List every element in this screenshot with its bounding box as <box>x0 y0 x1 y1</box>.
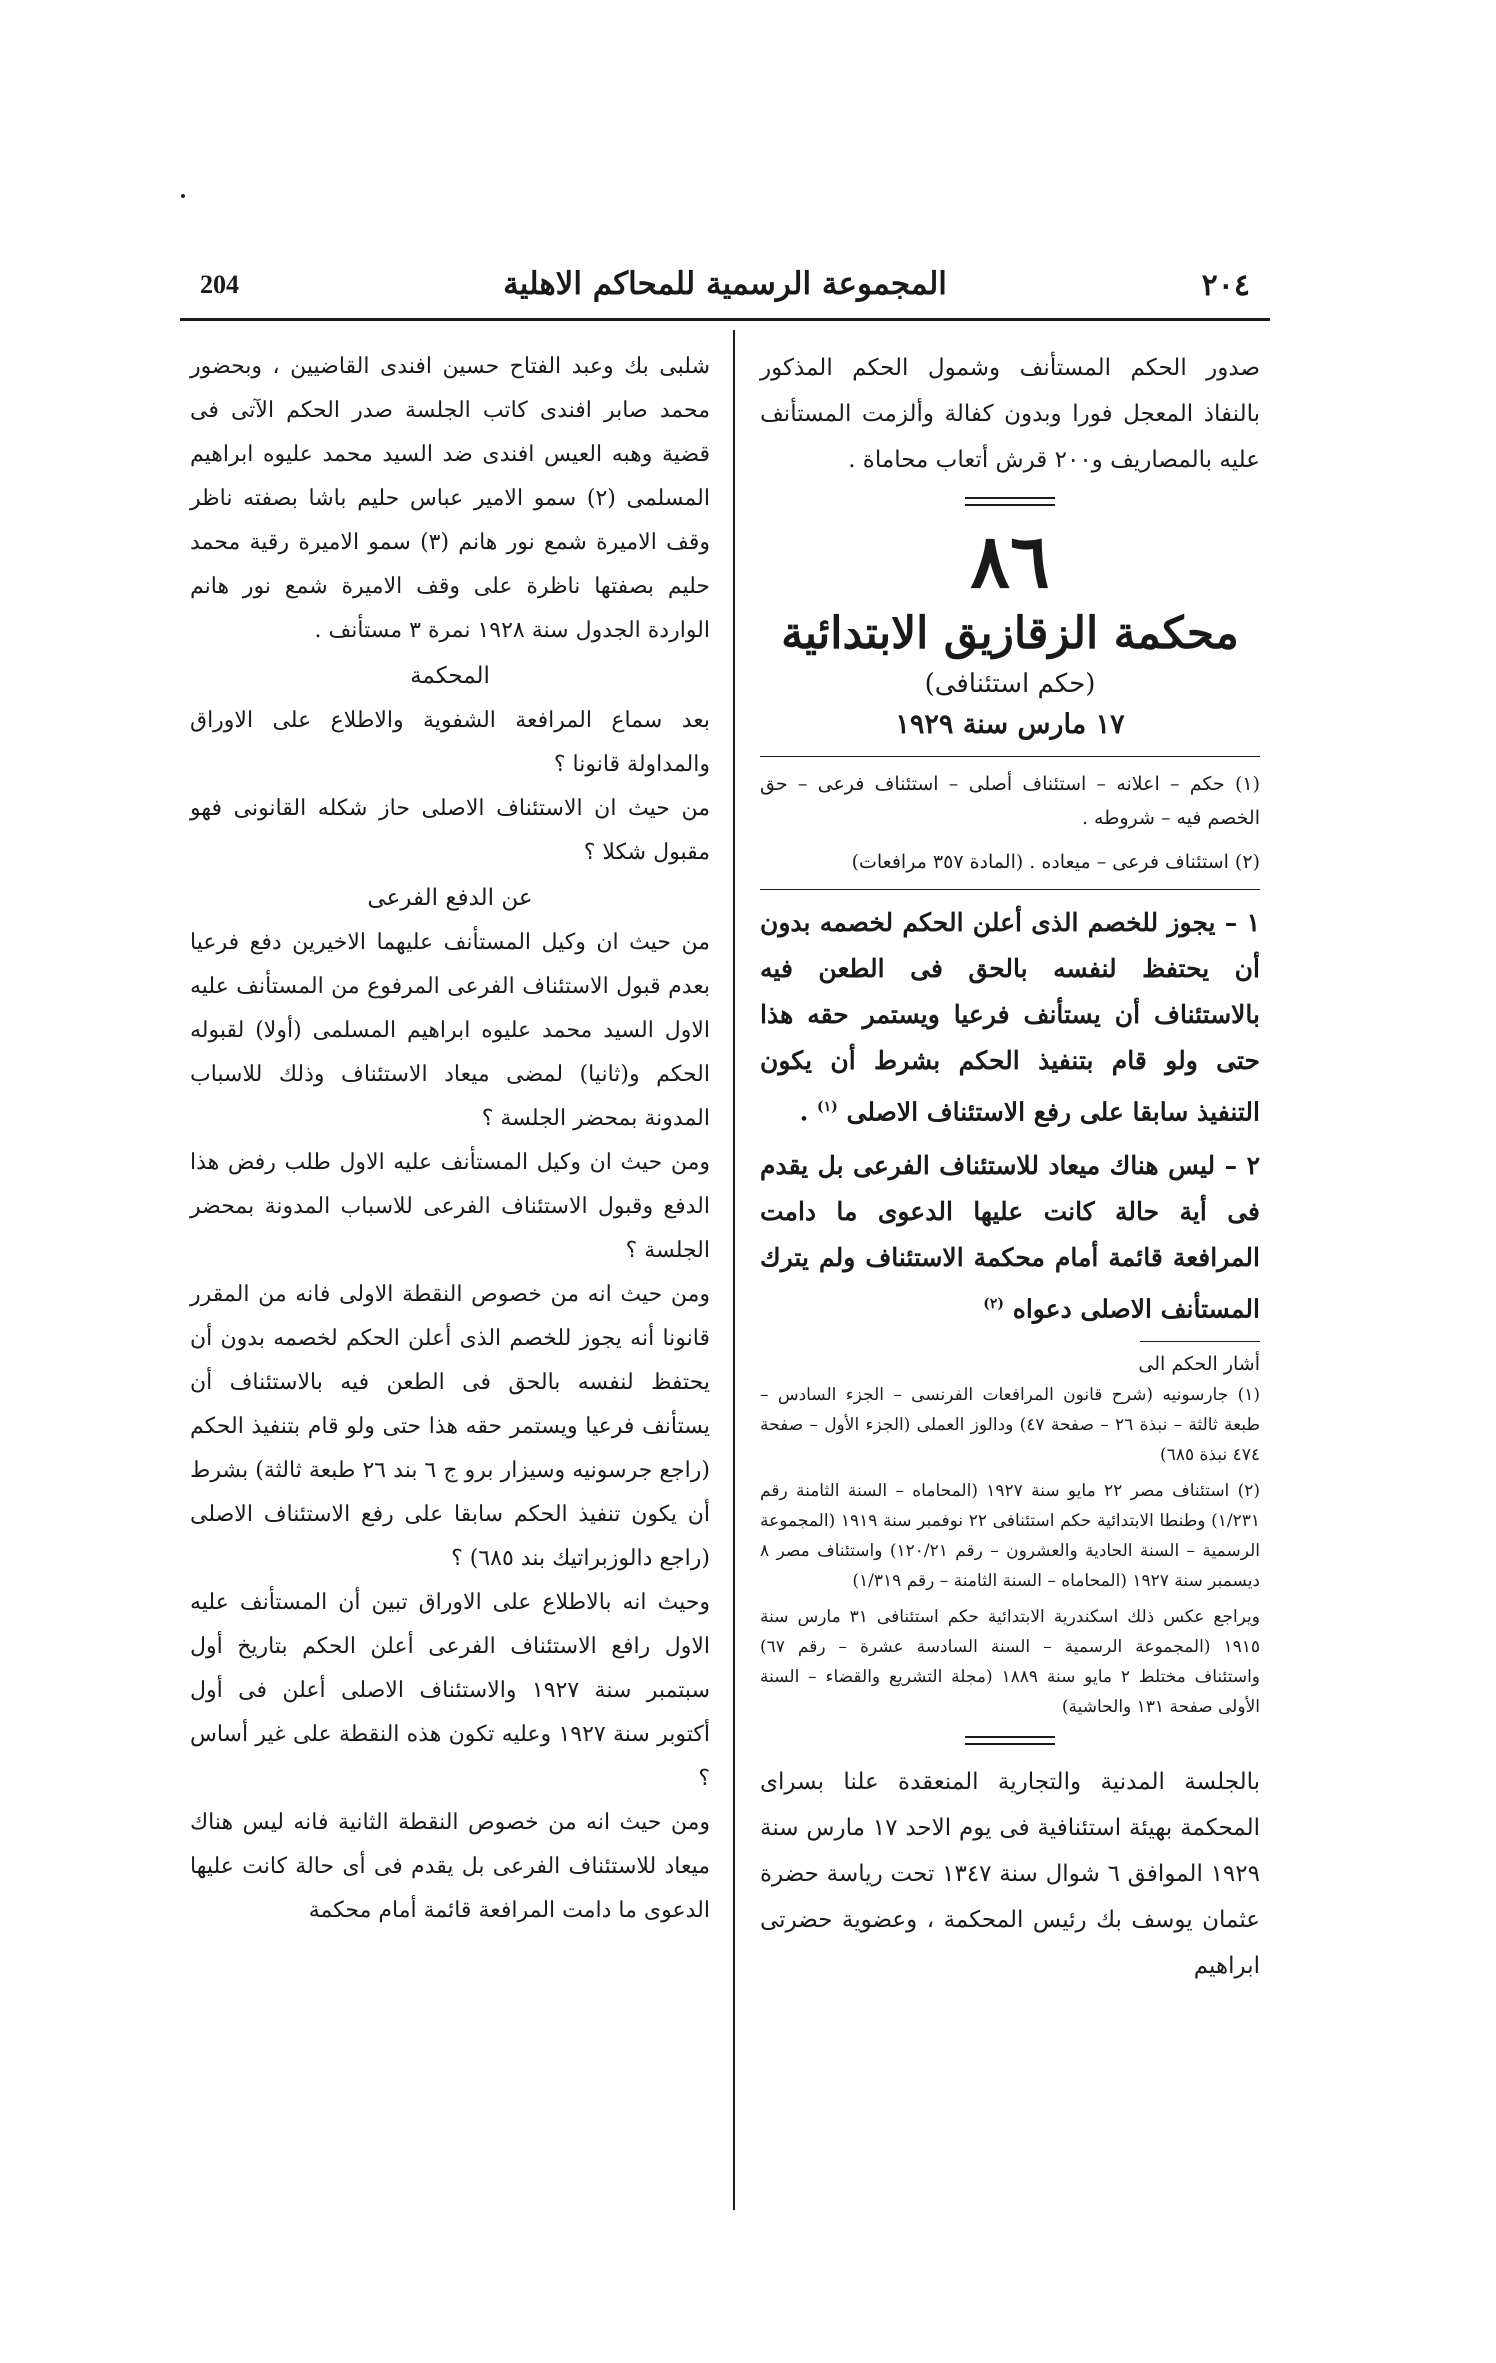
paragraph: وحيث انه بالاطلاع على الاوراق تبين أن المستأنف عليه الاول رافع الاستئناف الفرعى أعلن الحكم بتاريخ أول سبتمبر سنة ١٩٢٧ والاستئناف الاصلى أعلن فى أول أكتوبر سنة ١٩٢٧ وعليه تكون هذه النقطة على غير أساس ؟ <box>190 1590 711 1791</box>
page-number-latin: 204 <box>200 270 239 299</box>
footnote: ويراجع عكس ذلك اسكندرية الابتدائية حكم استئنافى ٣١ مارس سنة ١٩١٥ (المجموعة الرسمية – السنة السادسة عشرة – رقم ٦٧) واستئناف مختلط ٢ مايو سنة ١٨٨٩ (مجلة التشريع والقضاء – السنة الأولى صفحة ١٣١ والحاشية) <box>760 1606 1260 1717</box>
paragraph: ومن حيث انه من خصوص النقطة الاولى فانه من المقرر قانونا أنه يجوز للخصم الذى أعلن الحكم لخصمه بدون أن يحتفظ لنفسه بالحق فى الطعن فيه بالاستئناف أن يستأنف فرعيا ويستمر حقه هذا حتى ولو قام بتنفيذ الحكم (راجع جرسونيه وسيزار برو ج ٦ بند ٢٦ طبعة ثالثة) بشرط أن يكون تنفيذ الحكم سابقا على رفع الاستئناف الاصلى (راجع دالوزبراتيك بند ٦٨٥) ؟ <box>190 1282 710 1571</box>
court-name: محكمة الزقازيق الابتدائية <box>781 608 1239 659</box>
sub-heading: عن الدفع الفرعى <box>367 885 533 911</box>
footnote-ref: (٢) <box>983 1296 1004 1313</box>
footnote-rule <box>1140 1341 1260 1342</box>
double-rule <box>965 1736 1055 1745</box>
thin-rule <box>760 756 1260 757</box>
keyword-line: (٢) استئناف فرعى – ميعاده . (المادة ٣٥٧ مرافعات) <box>851 851 1260 873</box>
case-number: ٨٦ <box>970 519 1050 605</box>
footnote: (٢) استئناف مصر ٢٢ مايو سنة ١٩٢٧ (المحاماه – السنة الثامنة رقم ١/٢٣١) وطنطا الابتدائية حكم استئنافى ٢٢ نوفمبر سنة ١٩١٩ (المجموعة الرسمية – السنة الحادية والعشرون – رقم ١٢٠/٢١) واستئناف مصر ٨ ديسمبر سنة ١٩٢٧ (المحاماه – السنة الثامنة – رقم ١/٣١٩) <box>760 1480 1261 1591</box>
paragraph: بعد سماع المرافعة الشفوية والاطلاع على الاوراق والمداولة قانونا ؟ <box>190 708 710 777</box>
ruling-type: (حكم استئنافى) <box>924 669 1096 699</box>
court-heading: المحكمة <box>410 663 490 689</box>
principle-1: ١ – يجوز للخصم الذى أعلن الحكم لخصمه بدون أن يحتفظ لنفسه بالحق فى الطعن فيه بالاستئناف أن يستأنف فرعيا ويستمر حقه هذا حتى ولو قام بتنفيذ الحكم بشرط أن يكون التنفيذ سابقا على رفع الاستئناف الاصلى $^{(١)}$ . <box>760 908 1260 1127</box>
principle-2 <box>760 1143 1260 1332</box>
page-header <box>180 262 1270 312</box>
right-column <box>760 345 1260 1989</box>
footnote-ref: (١) <box>817 1099 838 1115</box>
double-rule <box>965 497 1055 506</box>
journal-title: المجموعة الرسمية للمحاكم الاهلية <box>503 266 947 302</box>
footnote: (١) جارسونيه (شرح قانون المرافعات الفرنسى – الجزء السادس – طبعة ثالثة – نبذة ٢٦ – صفحة ٤٧) ودالوز العملى (الجزء الأول – صفحة ٤٧٤ نبذة ٦٨٥) <box>760 1384 1260 1465</box>
left-column <box>190 345 710 1933</box>
thin-rule <box>760 889 1260 890</box>
keyword-line: (١) حكم – اعلانه – استئناف أصلى – استئناف فرعى – حق الخصم فيه – شروطه . <box>760 773 1260 829</box>
opening-paragraph: شلبى بك وعبد الفتاح حسين افندى القاضيين ، وبحضور محمد صابر افندى كاتب الجلسة صدر الحكم الآتى فى قضية وهبه العيس افندى ضد السيد محمد عليوه ابراهيم المسلمى (٢) سمو الامير عباس حليم باشا بصفته ناظر وقف الاميرة شمع نور هانم (٣) سمو الاميرة رقية محمد حليم بصفتها ناظرة على وقف الاميرة شمع نور هانم الواردة الجدول سنة ١٩٢٨ نمرة ٣ مستأنف . <box>190 354 710 643</box>
page-number-arabic: ٢٠٤ <box>1201 268 1250 303</box>
footnote-title: أشار الحكم الى <box>1138 1352 1260 1375</box>
scan-speck <box>181 194 185 198</box>
paragraph: من حيث ان وكيل المستأنف عليهما الاخيرين دفع فرعيا بعدم قبول الاستئناف الفرعى المرفوع من المستأنف عليه الاول السيد محمد عليوه ابراهيم المسلمى (أولا) لقبوله الحكم و(ثانيا) لمضى ميعاد الاستئناف وذلك للاسباب المدونة بمحضر الجلسة ؟ <box>190 930 710 1131</box>
paragraph: ومن حيث ان وكيل المستأنف عليه الاول طلب رفض هذا الدفع وقبول الاستئناف الفرعى للاسباب المدونة بمحضر الجلسة ؟ <box>190 1150 710 1263</box>
paragraph: ومن حيث انه من خصوص النقطة الثانية فانه ليس هناك ميعاد للاستئناف الفرعى بل يقدم فى أى حالة كانت عليها الدعوى ما دامت المرافعة قائمة أمام محكمة <box>190 1810 710 1923</box>
header-rule <box>180 318 1270 321</box>
column-divider <box>733 330 735 2210</box>
intro-paragraph: صدور الحكم المستأنف وشمول الحكم المذكور بالنفاذ المعجل فورا وبدون كفالة وألزمت المستأنف عليه بالمصاريف و٢٠٠ قرش أتعاب محاماة . <box>760 355 1260 473</box>
session-paragraph: بالجلسة المدنية والتجارية المنعقدة علنا بسراى المحكمة بهيئة استئنافية فى يوم الاحد ١٧ مارس سنة ١٩٢٩ الموافق ٦ شوال سنة ١٣٤٧ تحت رياسة حضرة عثمان يوسف بك رئيس المحكمة ، وعضوية حضرتى ابراهيم <box>760 1768 1260 1979</box>
principle-2-text: ٢ – ليس هناك ميعاد للاستئناف الفرعى بل يقدم فى أية حالة كانت عليها الدعوى ما دامت المرافعة قائمة أمام محكمة الاستئناف ولم يترك المستأنف الاصلى دعواه <box>760 1151 1260 1324</box>
principle-1-text: ١ – يجوز للخصم الذى أعلن الحكم لخصمه بدون أن يحتفظ لنفسه بالحق فى الطعن فيه بالاستئناف أن يستأنف فرعيا ويستمر حقه هذا حتى ولو قام بتنفيذ الحكم بشرط أن يكون التنفيذ سابقا على رفع الاستئناف الاصلى <box>760 908 1260 1127</box>
ruling-date: ١٧ مارس سنة ١٩٢٩ <box>895 709 1125 740</box>
paragraph: من حيث ان الاستئناف الاصلى حاز شكله القانونى فهو مقبول شكلا ؟ <box>190 796 710 865</box>
